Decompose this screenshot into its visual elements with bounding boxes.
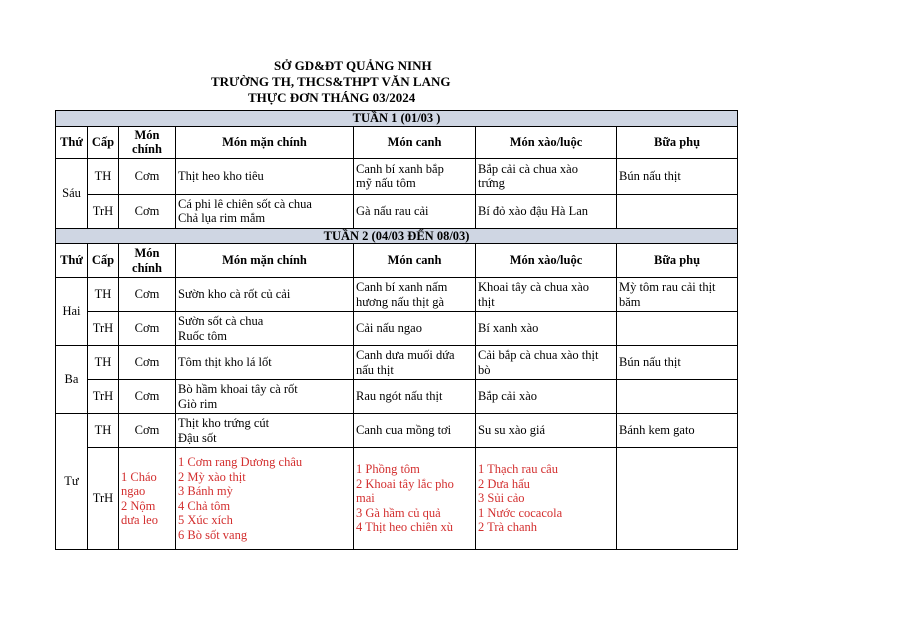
col-thu: Thứ — [56, 126, 88, 158]
mon-canh-cell: Gà nấu rau cải — [354, 194, 476, 228]
cap-cell: TH — [88, 346, 119, 380]
cap-cell: TrH — [88, 380, 119, 414]
week-2-title: TUẦN 2 (04/03 ĐẾN 08/03) — [56, 228, 738, 244]
mon-canh-cell: Canh dưa muối dứa nấu thịt — [354, 346, 476, 380]
mon-chinh-cell: Cơm — [119, 194, 176, 228]
bua-phu-cell: Bánh kem gato — [617, 414, 738, 448]
col-mon-canh: Món canh — [354, 126, 476, 158]
mon-chinh-cell: 1 Cháo ngao 2 Nộm dưa leo — [119, 448, 176, 550]
cap-cell: TrH — [88, 194, 119, 228]
mon-canh-cell: 1 Phồng tôm 2 Khoai tây lắc pho mai 3 Gà hầm củ quả 4 Thịt heo chiên xù — [354, 448, 476, 550]
column-header-row — [56, 244, 738, 278]
mon-man-cell: Tôm thịt kho lá lốt — [176, 346, 354, 380]
mon-xao-cell: Bí đỏ xào đậu Hà Lan — [476, 194, 617, 228]
day-cell: Hai — [56, 278, 88, 346]
mon-chinh-cell: Cơm — [119, 380, 176, 414]
col-mon-chinh: Món chính — [119, 126, 176, 158]
mon-chinh-cell: Cơm — [119, 346, 176, 380]
day-cell: Tư — [56, 414, 88, 550]
bua-phu-cell — [617, 448, 738, 550]
table-row — [56, 278, 738, 312]
mon-canh-cell: Rau ngót nấu thịt — [354, 380, 476, 414]
bua-phu-cell: Bún nấu thịt — [617, 346, 738, 380]
table-row — [56, 194, 738, 228]
col-bua-phu: Bữa phụ — [617, 244, 738, 278]
table-row — [56, 346, 738, 380]
mon-xao-cell: Khoai tây cà chua xào thịt — [476, 278, 617, 312]
col-cap: Cấp — [88, 126, 119, 158]
mon-xao-cell: Su su xào giá — [476, 414, 617, 448]
bua-phu-cell — [617, 380, 738, 414]
mon-canh-cell: Canh bí xanh nấm hương nấu thịt gà — [354, 278, 476, 312]
mon-xao-cell: Bắp cải xào — [476, 380, 617, 414]
mon-xao-cell: 1 Thạch rau câu 2 Dưa hấu 3 Sủi cảo 1 Nước cocacola 2 Trà chanh — [476, 448, 617, 550]
cap-cell: TrH — [88, 448, 119, 550]
week-2-band — [56, 228, 738, 244]
mon-xao-cell: Bí xanh xào — [476, 312, 617, 346]
col-mon-xao: Món xào/luộc — [476, 244, 617, 278]
col-cap: Cấp — [88, 244, 119, 278]
mon-chinh-cell: Cơm — [119, 414, 176, 448]
mon-man-cell: Sườn sốt cà chua Ruốc tôm — [176, 312, 354, 346]
bua-phu-cell: Mỳ tôm rau cải thịt băm — [617, 278, 738, 312]
col-thu: Thứ — [56, 244, 88, 278]
cap-cell: TH — [88, 278, 119, 312]
week-1-band — [56, 111, 738, 127]
col-mon-man: Món mặn chính — [176, 126, 354, 158]
table-row — [56, 312, 738, 346]
mon-chinh-cell: Cơm — [119, 158, 176, 194]
col-mon-chinh: Món chính — [119, 244, 176, 278]
school-name: TRƯỜNG TH, THCS&THPT VĂN LANG — [211, 74, 451, 89]
bua-phu-cell — [617, 312, 738, 346]
menu-title: THỰC ĐƠN THÁNG 03/2024 — [248, 90, 416, 105]
week-1-title: TUẦN 1 (01/03 ) — [56, 111, 738, 127]
mon-xao-cell: Cải bắp cà chua xào thịt bò — [476, 346, 617, 380]
day-cell: Ba — [56, 346, 88, 414]
cap-cell: TrH — [88, 312, 119, 346]
mon-man-cell: Sườn kho cà rốt củ cải — [176, 278, 354, 312]
mon-man-cell: Thịt heo kho tiêu — [176, 158, 354, 194]
mon-chinh-cell: Cơm — [119, 278, 176, 312]
mon-canh-cell: Cải nấu ngao — [354, 312, 476, 346]
department-name: SỞ GD&ĐT QUẢNG NINH — [274, 58, 432, 73]
col-mon-xao: Món xào/luộc — [476, 126, 617, 158]
menu-table — [55, 110, 738, 550]
cap-cell: TH — [88, 158, 119, 194]
column-header-row — [56, 126, 738, 158]
mon-man-cell: Thịt kho trứng cút Đậu sốt — [176, 414, 354, 448]
table-row — [56, 448, 738, 550]
mon-man-cell: Cá phi lê chiên sốt cà chua Chả lụa rim mắm — [176, 194, 354, 228]
mon-man-cell: Bò hầm khoai tây cà rốt Giò rim — [176, 380, 354, 414]
bua-phu-cell: Bún nấu thịt — [617, 158, 738, 194]
col-bua-phu: Bữa phụ — [617, 126, 738, 158]
mon-man-cell: 1 Cơm rang Dương châu 2 Mỳ xào thịt 3 Bánh mỳ 4 Chả tôm 5 Xúc xích 6 Bò sốt vang — [176, 448, 354, 550]
mon-xao-cell: Bắp cải cà chua xào trứng — [476, 158, 617, 194]
bua-phu-cell — [617, 194, 738, 228]
mon-canh-cell: Canh cua mồng tơi — [354, 414, 476, 448]
mon-chinh-cell: Cơm — [119, 312, 176, 346]
table-row — [56, 380, 738, 414]
day-cell: Sáu — [56, 158, 88, 228]
table-row — [56, 158, 738, 194]
table-row — [56, 414, 738, 448]
col-mon-man: Món mặn chính — [176, 244, 354, 278]
cap-cell: TH — [88, 414, 119, 448]
mon-canh-cell: Canh bí xanh bắp mỹ nấu tôm — [354, 158, 476, 194]
col-mon-canh: Món canh — [354, 244, 476, 278]
